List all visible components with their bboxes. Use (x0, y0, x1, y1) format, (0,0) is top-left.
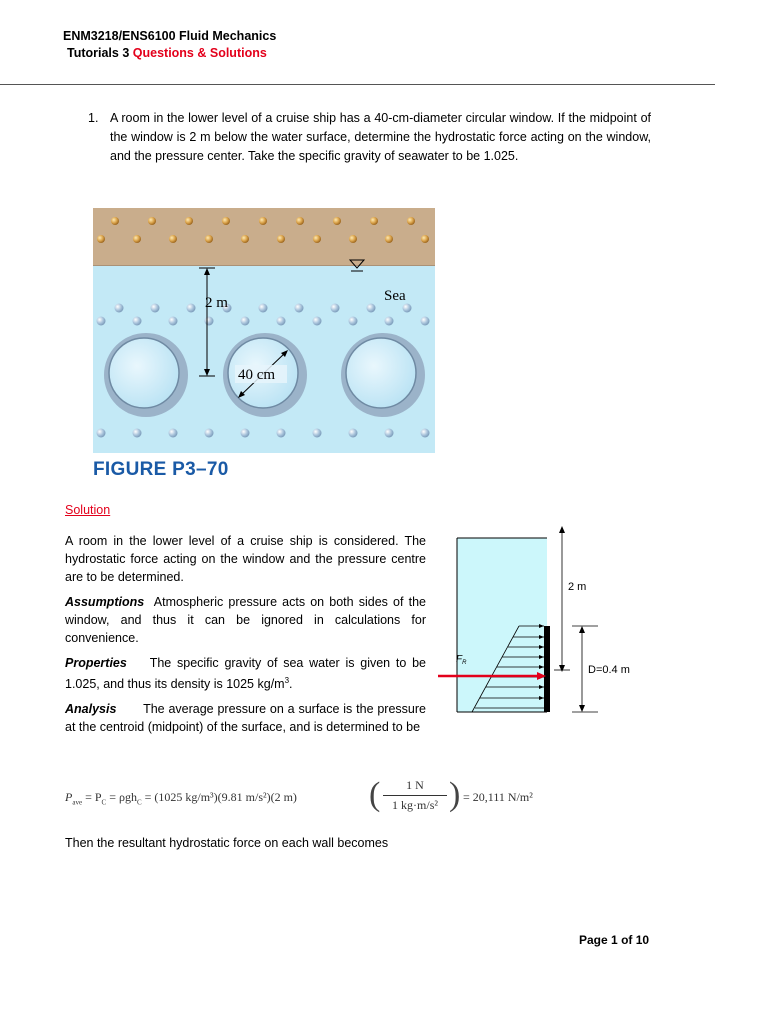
question-1 (88, 109, 651, 166)
eq-part2: = ρgh (109, 790, 137, 804)
eq-values: = (1025 kg/m³)(9.81 m/s²)(2 m) (144, 790, 297, 804)
page-number: 1 (611, 933, 618, 947)
properties-superscript: 3 (284, 676, 290, 685)
tutorial-label: Tutorials 3 (67, 46, 130, 60)
analysis-paragraph (65, 700, 426, 736)
tutorial-subtitle: Questions & Solutions (132, 46, 267, 60)
solution-title: Solution (65, 503, 111, 517)
page-footer (579, 933, 649, 947)
sand-band (93, 208, 435, 266)
page-of-label: of (621, 933, 633, 947)
properties-text: The specific gravity of sea water is given to be 1.025, and thus its density is 1025 kg/m (65, 656, 426, 692)
page-total: 10 (635, 933, 650, 947)
figure-cruise-ship-windows (93, 208, 435, 453)
header-divider (0, 84, 715, 85)
assumptions-paragraph (65, 593, 426, 647)
eq-part2-sub: C (136, 798, 142, 807)
sketch-depth-label: 2 m (568, 581, 587, 593)
figure-sea-label: Sea (384, 288, 406, 304)
tutorial-title (63, 45, 276, 62)
figure-depth-label: 2 m (205, 295, 228, 311)
wall-window (544, 626, 550, 712)
assumptions-label: Assumptions (65, 595, 145, 609)
eq-bracket-right: ) (449, 776, 461, 813)
solution-intro: A room in the lower level of a cruise ship is considered. The hydrostatic force acting on the window and the pressure centre are to be determined. (65, 534, 426, 584)
eq-part1-sub: C (101, 798, 107, 807)
course-title: ENM3218/ENS6100 Fluid Mechanics (63, 29, 277, 43)
water-block (457, 538, 547, 712)
pressure-distribution-sketch (438, 522, 658, 722)
sketch-diameter-label: D=0.4 m (588, 664, 630, 676)
page-label: Page (579, 933, 608, 947)
properties-paragraph (65, 654, 426, 693)
analysis-label: Analysis (65, 702, 117, 717)
question-number: 1. (88, 111, 99, 125)
assumptions-text: Atmospheric pressure acts on both sides of the window, and thus it can be ignored in calculations for convenience. (65, 595, 426, 645)
eq-frac-num: 1 N (383, 778, 447, 796)
question-text: A room in the lower level of a cruise ship has a 40-cm-diameter circular window. If the midpoint of the window is 2 m below the water surface, determine the hydrostatic force acting on the window, and the pressure center. Take the specific gravity of seawater to be 1.025. (110, 111, 651, 163)
figure-caption: FIGURE P3–70 (93, 459, 229, 480)
eq-fraction (383, 778, 447, 813)
properties-label: Properties (65, 656, 127, 670)
window-right (341, 333, 425, 417)
analysis-text: The average pressure on a surface is the pressure at the centroid (midpoint) of the surface, and is determined to be (65, 702, 426, 735)
figure-diameter-label: 40 cm (238, 367, 276, 383)
properties-end: . (289, 677, 293, 692)
pressure-equation (65, 778, 565, 824)
window-left (104, 333, 188, 417)
resultant-force-intro: Then the resultant hydrostatic force on each wall becomes (65, 836, 389, 850)
document-header (63, 28, 276, 62)
eq-result: = 20,111 N/m² (463, 790, 533, 804)
solution-body (65, 532, 426, 743)
eq-bracket-left: ( (369, 776, 381, 813)
eq-lhs: P (65, 790, 73, 804)
sketch-force-label: $F_R$ (456, 654, 467, 666)
eq-part1: = P (85, 790, 102, 804)
eq-lhs-sub: ave (72, 798, 83, 807)
eq-frac-den: 1 kg·m/s² (392, 798, 438, 812)
